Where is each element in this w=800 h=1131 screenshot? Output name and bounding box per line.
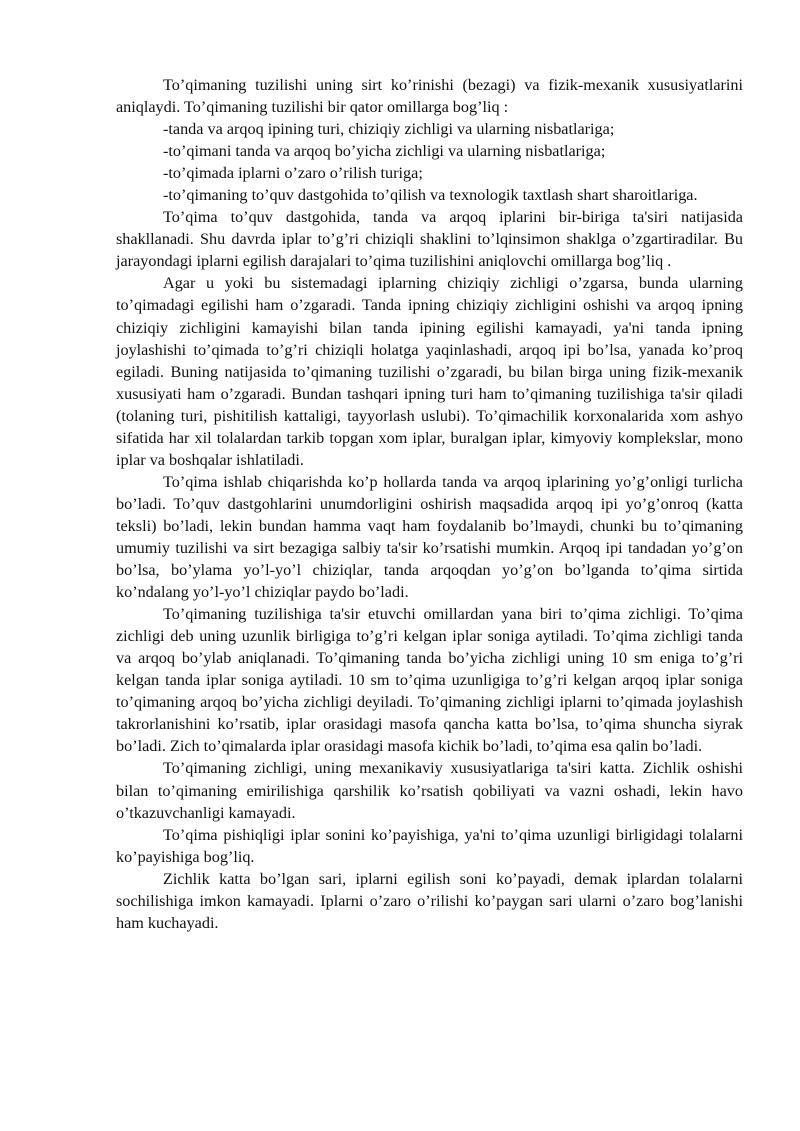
list-item-yarn-type: -tanda va arqoq ipining turi, chiziqiy zichligi va ularning nisbatlariga; [163,120,615,139]
list-item-loom-conditions: -to’qimaning to’quv dastgohida to’qilish va texnologik taxtlash shart sharoitlariga. [163,186,698,205]
document-page [116,74,743,934]
list-item-fabric-density: -to’qimani tanda va arqoq bo’yicha zichligi va ularning nisbatlariga; [163,142,606,161]
paragraph-density-mechanical: To’qimaning zichligi, uning mexanikaviy xususiyatlariga ta'siri katta. Zichlik oshishi bilan to’qimaning emirilishiga qarshilik ko’rsatish qobiliyati va vazni oshadi, lekin havo o’tkazuvchanligi kamayadi. [116,759,743,822]
paragraph-interlacing: Zichlik katta bo’lgan sari, iplarni egilish soni ko’payadi, demak iplardan tolalarni sochilishiga imkon kamayadi. Iplarni o’zaro o’rilishi ko’paygan sari ularni o’zaro bog’lanishi ham kuchayadi. [116,869,743,932]
paragraph-yarn-thickness: To’qima ishlab chiqarishda ko’p hollarda tanda va arqoq iplarining yo’g’onligi turlicha bo’ladi. To’quv dastgohlarini unumdorligini oshirish maqsadida arqoq ipi yo’g’onroq (katta teksli) bo’ladi, lekin bundan hamma vaqt ham foydalanib bo’lmaydi, chunki bu to’qimaning umumiy tuzilishi va sirt bezagiga salbiy ta'sir ko’rsatishi mumkin. Arqoq ipi tandadan yo’g’on bo’lsa, bo’ylama yo’l-yo’l chiziqlar, tanda arqoqdan yo’g’on bo’lganda to’qima sirtida ko’ndalang yo’l-yo’l chiziqlar paydo bo’ladi. [116,472,743,602]
paragraph-formation: To’qima to’quv dastgohida, tanda va arqoq iplarini bir-biriga ta'siri natijasida shakllanadi. Shu davrda iplar to’g’ri chiziqli shaklini to’lqinsimon shaklga o’zgartiradilar. Bu jarayondagi iplarni egilish darajalari to’qima tuzilishini aniqlovchi omillarga bog’liq . [116,208,743,271]
paragraph-strength: To’qima pishiqligi iplar sonini ko’payishiga, ya'ni to’qima uzunligi birligidagi tolalarni ko’payishiga bog’liq. [116,825,743,866]
paragraph-density-definition: To’qimaning tuzilishiga ta'sir etuvchi omillardan yana biri to’qima zichligi. To’qima zichligi deb uning uzunlik birligiga to’g’ri kelgan iplar soniga aytiladi. To’qima zichligi tanda va arqoq bo’ylab aniqlanadi. To’qimaning tanda bo’yicha zichligi uning 10 sm eniga to’g’ri kelgan tanda iplar soniga aytiladi. 10 sm to’qima uzunligiga to’g’ri kelgan arqoq iplar soniga to’qimaning arqoq bo’yicha zichligi deyiladi. To’qimaning zichligi iplarni to’qimada joylashish takrorlanishini ko’rsatib, iplar orasidagi masofa qancha katta bo’lsa, to’qima shuncha siyrak bo’ladi. Zich to’qimalarda iplar orasidagi masofa kichik bo’ladi, to’qima esa qalin bo’ladi. [116,605,743,756]
paragraph-linear-density: Agar u yoki bu sistemadagi iplarning chiziqiy zichligi o’zgarsa, bunda ularning to’qimadagi egilishi ham o’zgaradi. Tanda ipning chiziqiy zichligini oshishi va arqoq ipning chiziqiy zichligini kamayishi bilan tanda ipining egilishi kamayadi, ya'ni tanda ipning joylashishi to’qimada to’g’ri chiziqli holatga yaqinlashadi, arqoq ipi bo’lsa, yanada ko’proq egiladi. Buning natijasida to’qimaning tuzilishi o’zgaradi, bu bilan birga uning fizik-mexanik xususiyati ham o’zgaradi. Bundan tashqari ipning turi ham to’qimaning tuzilishiga ta'sir qiladi (tolaning turi, pishitilish kattaligi, tayyorlash uslubi). To’qimachilik korxonalarida xom ashyo sifatida har xil tolalardan tarkib topgan xom iplar, buralgan iplar, kimyoviy komplekslar, mono iplar va boshqalar ishlatiladi. [116,274,743,469]
paragraph-structure-intro: To’qimaning tuzilishi uning sirt ko’rinishi (bezagi) va fizik-mexanik xususiyatlarini aniqlaydi. To’qimaning tuzilishi bir qator omillarga bog’liq : [116,76,743,117]
list-item-weave-type: -to’qimada iplarni o’zaro o’rilish turiga; [163,164,423,183]
